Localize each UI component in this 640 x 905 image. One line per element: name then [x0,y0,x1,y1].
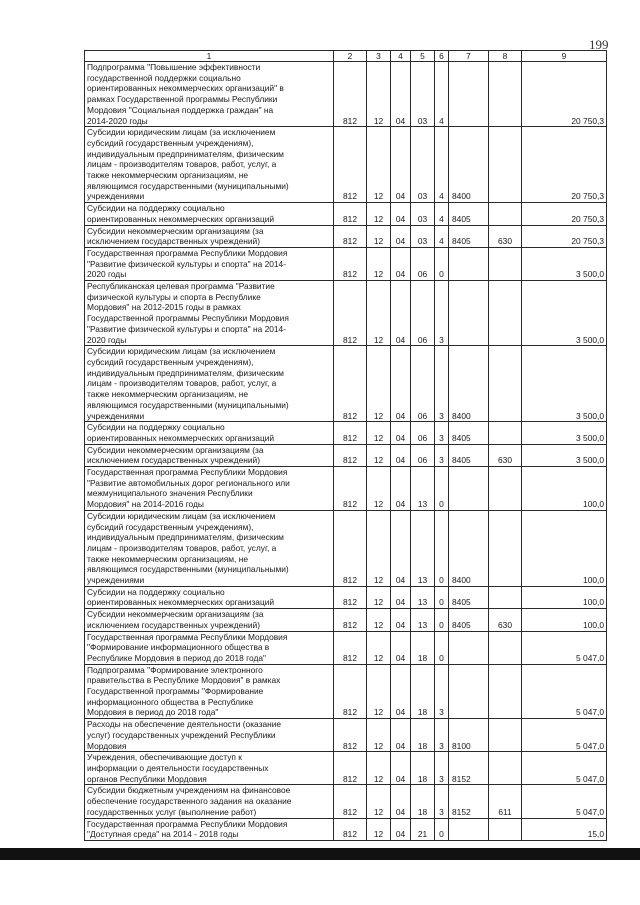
table-row [85,664,607,719]
code-ministry: 812 [334,719,367,752]
header-col-1: 1 [85,51,334,62]
row-description: Подпрограмма "Повышение эффективности государственной поддержки социально ориентированных некоммерческих организаций" в рамках Государственной программы Республики Мордовия "Социальная поддержка граждан" на 2014-2020 годы [85,62,334,127]
table-row [85,62,607,127]
amount-value: 5 047,0 [522,752,607,785]
code-subsection: 04 [391,62,411,127]
code-section: 12 [367,62,391,127]
table-row [85,281,607,346]
code-expense-type: 611 [489,785,522,818]
code-section: 12 [367,346,391,422]
table-row [85,225,607,247]
code-target-item: 8405 [449,225,489,247]
table-row [85,247,607,280]
row-description: Государственная программа Республики Мордовия "Развитие физической культуры и спорта" на 2014- 2020 годы [85,247,334,280]
code-expense-type [489,127,522,203]
code-target-item [449,467,489,511]
code-section: 12 [367,785,391,818]
row-description: Субсидии бюджетным учреждениям на финансовое обеспечение государственного задания на оказание государственных услуг (выполнение работ) [85,785,334,818]
table-row [85,752,607,785]
table-row [85,422,607,444]
page-number: 199 [589,37,609,52]
code-target-item [449,247,489,280]
code-ministry: 812 [334,281,367,346]
code-section: 12 [367,818,391,840]
code-ministry: 812 [334,203,367,225]
amount-value: 5 047,0 [522,785,607,818]
code-target-item: 8405 [449,422,489,444]
code-expense-type [489,203,522,225]
row-description: Республиканская целевая программа "Развитие физической культуры и спорта в Республике Мордовия" на 2012-2015 годы в рамках Государственной программы Республики Мордовия "Развитие физической культуры и спорта" на 2014- 2020 годы [85,281,334,346]
code-target-item: 8405 [449,609,489,631]
amount-value: 5 047,0 [522,719,607,752]
row-description: Учреждения, обеспечивающие доступ к информации о деятельности государственных органов Республики Мордовия [85,752,334,785]
code-ministry: 812 [334,225,367,247]
code-program: 21 [411,818,435,840]
code-ministry: 812 [334,62,367,127]
row-description: Субсидии на поддержку социально ориентированных некоммерческих организаций [85,203,334,225]
code-program: 06 [411,422,435,444]
row-description: Государственная программа Республики Мордовия "Формирование информационного общества в Республике Мордовия в период до 2018 года" [85,631,334,664]
code-expense-type: 630 [489,225,522,247]
amount-value: 20 750,3 [522,62,607,127]
amount-value: 100,0 [522,467,607,511]
amount-value: 3 500,0 [522,281,607,346]
code-section: 12 [367,719,391,752]
code-subsection: 04 [391,127,411,203]
code-subsection: 04 [391,785,411,818]
code-expense-type [489,752,522,785]
amount-value: 5 047,0 [522,631,607,664]
code-target-item: 8152 [449,752,489,785]
code-ministry: 812 [334,127,367,203]
code-ministry: 812 [334,818,367,840]
row-description: Субсидии на поддержку социально ориентированных некоммерческих организаций [85,586,334,608]
code-program: 18 [411,785,435,818]
code-subsection: 04 [391,631,411,664]
code-subprogram: 0 [435,631,449,664]
row-description: Субсидии юридическим лицам (за исключением субсидий государственным учреждениям), индивидуальным предпринимателям, физическим лицам - производителям товаров, работ, услуг, а также некоммерческим организациям, не являющимся государственными (муниципальными) учреждениями [85,127,334,203]
code-subsection: 04 [391,281,411,346]
code-subprogram: 3 [435,719,449,752]
header-col-8: 8 [489,51,522,62]
code-subprogram: 3 [435,785,449,818]
code-target-item [449,664,489,719]
code-target-item: 8400 [449,510,489,586]
code-section: 12 [367,444,391,466]
table-row [85,719,607,752]
code-target-item: 8100 [449,719,489,752]
code-expense-type [489,510,522,586]
table-row [85,818,607,840]
code-program: 13 [411,586,435,608]
code-ministry: 812 [334,247,367,280]
amount-value: 3 500,0 [522,346,607,422]
code-ministry: 812 [334,785,367,818]
code-program: 06 [411,444,435,466]
row-description: Субсидии на поддержку социально ориентированных некоммерческих организаций [85,422,334,444]
code-subprogram: 0 [435,609,449,631]
code-section: 12 [367,752,391,785]
code-ministry: 812 [334,609,367,631]
amount-value: 100,0 [522,609,607,631]
amount-value: 100,0 [522,510,607,586]
code-subsection: 04 [391,346,411,422]
code-subsection: 04 [391,247,411,280]
code-expense-type [489,586,522,608]
code-expense-type: 630 [489,609,522,631]
code-subsection: 04 [391,719,411,752]
header-col-2: 2 [334,51,367,62]
amount-value: 3 500,0 [522,422,607,444]
table-row [85,346,607,422]
table-row [85,785,607,818]
code-target-item: 8400 [449,346,489,422]
code-section: 12 [367,247,391,280]
code-subsection: 04 [391,818,411,840]
code-ministry: 812 [334,346,367,422]
table-row [85,586,607,608]
code-target-item: 8405 [449,203,489,225]
code-target-item [449,62,489,127]
code-ministry: 812 [334,586,367,608]
code-ministry: 812 [334,631,367,664]
code-expense-type [489,664,522,719]
code-program: 13 [411,467,435,511]
header-col-9: 9 [522,51,607,62]
table-row [85,203,607,225]
code-program: 06 [411,281,435,346]
table-row [85,609,607,631]
row-description: Расходы на обеспечение деятельности (оказание услуг) государственных учреждений Республики Мордовия [85,719,334,752]
header-col-3: 3 [367,51,391,62]
code-subsection: 04 [391,609,411,631]
code-subsection: 04 [391,422,411,444]
code-program: 03 [411,225,435,247]
code-program: 03 [411,127,435,203]
code-subprogram: 4 [435,225,449,247]
code-subprogram: 0 [435,467,449,511]
row-description: Субсидии некоммерческим организациям (за исключением государственных учреждений) [85,609,334,631]
code-section: 12 [367,664,391,719]
code-target-item [449,818,489,840]
code-subprogram: 3 [435,444,449,466]
code-section: 12 [367,510,391,586]
code-target-item [449,631,489,664]
code-ministry: 812 [334,664,367,719]
code-program: 03 [411,203,435,225]
code-subsection: 04 [391,752,411,785]
row-description: Государственная программа Республики Мордовия "Развитие автомобильных дорог регионального или межмуниципального значения Республики Мордовия" на 2014-2016 годы [85,467,334,511]
code-section: 12 [367,225,391,247]
code-program: 18 [411,664,435,719]
code-program: 06 [411,247,435,280]
code-program: 13 [411,609,435,631]
amount-value: 20 750,3 [522,127,607,203]
code-subprogram: 3 [435,281,449,346]
scan-edge-bar [0,848,640,860]
code-ministry: 812 [334,422,367,444]
code-program: 18 [411,719,435,752]
code-subprogram: 4 [435,203,449,225]
row-description: Субсидии некоммерческим организациям (за исключением государственных учреждений) [85,225,334,247]
code-ministry: 812 [334,467,367,511]
amount-value: 3 500,0 [522,247,607,280]
code-expense-type [489,62,522,127]
code-program: 13 [411,510,435,586]
code-target-item: 8405 [449,444,489,466]
code-section: 12 [367,609,391,631]
code-expense-type [489,346,522,422]
code-target-item [449,281,489,346]
code-subprogram: 3 [435,422,449,444]
amount-value: 5 047,0 [522,664,607,719]
row-description: Субсидии юридическим лицам (за исключением субсидий государственным учреждениям), индивидуальным предпринимателям, физическим лицам - производителям товаров, работ, услуг, а также некоммерческим организациям, не являющимся государственными (муниципальными) учреждениями [85,510,334,586]
header-row [85,51,607,62]
code-subsection: 04 [391,467,411,511]
code-subprogram: 0 [435,510,449,586]
amount-value: 100,0 [522,586,607,608]
code-subsection: 04 [391,510,411,586]
code-subprogram: 0 [435,247,449,280]
row-description: Субсидии юридическим лицам (за исключением субсидий государственным учреждениям), индивидуальным предпринимателям, физическим лицам - производителям товаров, работ, услуг, а также некоммерческим организациям, не являющимся государственными (муниципальными) учреждениями [85,346,334,422]
code-section: 12 [367,422,391,444]
code-subprogram: 3 [435,346,449,422]
table-body [85,62,607,841]
table-row [85,510,607,586]
code-expense-type [489,247,522,280]
code-expense-type [489,719,522,752]
code-section: 12 [367,127,391,203]
row-description: Государственная программа Республики Мордовия "Доступная среда" на 2014 - 2018 годы [85,818,334,840]
table-row [85,127,607,203]
code-subsection: 04 [391,586,411,608]
code-section: 12 [367,467,391,511]
code-expense-type [489,467,522,511]
table-header [85,51,607,62]
code-subprogram: 0 [435,818,449,840]
code-subsection: 04 [391,444,411,466]
code-expense-type [489,281,522,346]
code-expense-type [489,818,522,840]
code-subsection: 04 [391,203,411,225]
code-ministry: 812 [334,752,367,785]
code-ministry: 812 [334,510,367,586]
row-description: Субсидии некоммерческим организациям (за исключением государственных учреждений) [85,444,334,466]
code-ministry: 812 [334,444,367,466]
code-section: 12 [367,586,391,608]
code-expense-type [489,422,522,444]
amount-value: 3 500,0 [522,444,607,466]
code-program: 06 [411,346,435,422]
amount-value: 20 750,3 [522,203,607,225]
code-program: 18 [411,752,435,785]
code-subprogram: 4 [435,127,449,203]
code-subprogram: 3 [435,664,449,719]
code-subprogram: 0 [435,586,449,608]
code-expense-type [489,631,522,664]
code-subprogram: 3 [435,752,449,785]
header-col-7: 7 [449,51,489,62]
code-expense-type: 630 [489,444,522,466]
budget-table [84,50,607,841]
header-col-4: 4 [391,51,411,62]
code-subsection: 04 [391,664,411,719]
row-description: Подпрограмма "Формирование электронного правительства в Республике Мордовия" в рамках Государственной программы "Формирование информационного общества в Республике Мордовия в период до 2018 года" [85,664,334,719]
amount-value: 20 750,3 [522,225,607,247]
code-section: 12 [367,281,391,346]
code-program: 03 [411,62,435,127]
header-col-6: 6 [435,51,449,62]
code-section: 12 [367,631,391,664]
table-row [85,444,607,466]
header-col-5: 5 [411,51,435,62]
amount-value: 15,0 [522,818,607,840]
table-row [85,467,607,511]
table-row [85,631,607,664]
code-target-item: 8405 [449,586,489,608]
code-section: 12 [367,203,391,225]
code-target-item: 8400 [449,127,489,203]
code-program: 18 [411,631,435,664]
code-subsection: 04 [391,225,411,247]
code-target-item: 8152 [449,785,489,818]
code-subprogram: 4 [435,62,449,127]
